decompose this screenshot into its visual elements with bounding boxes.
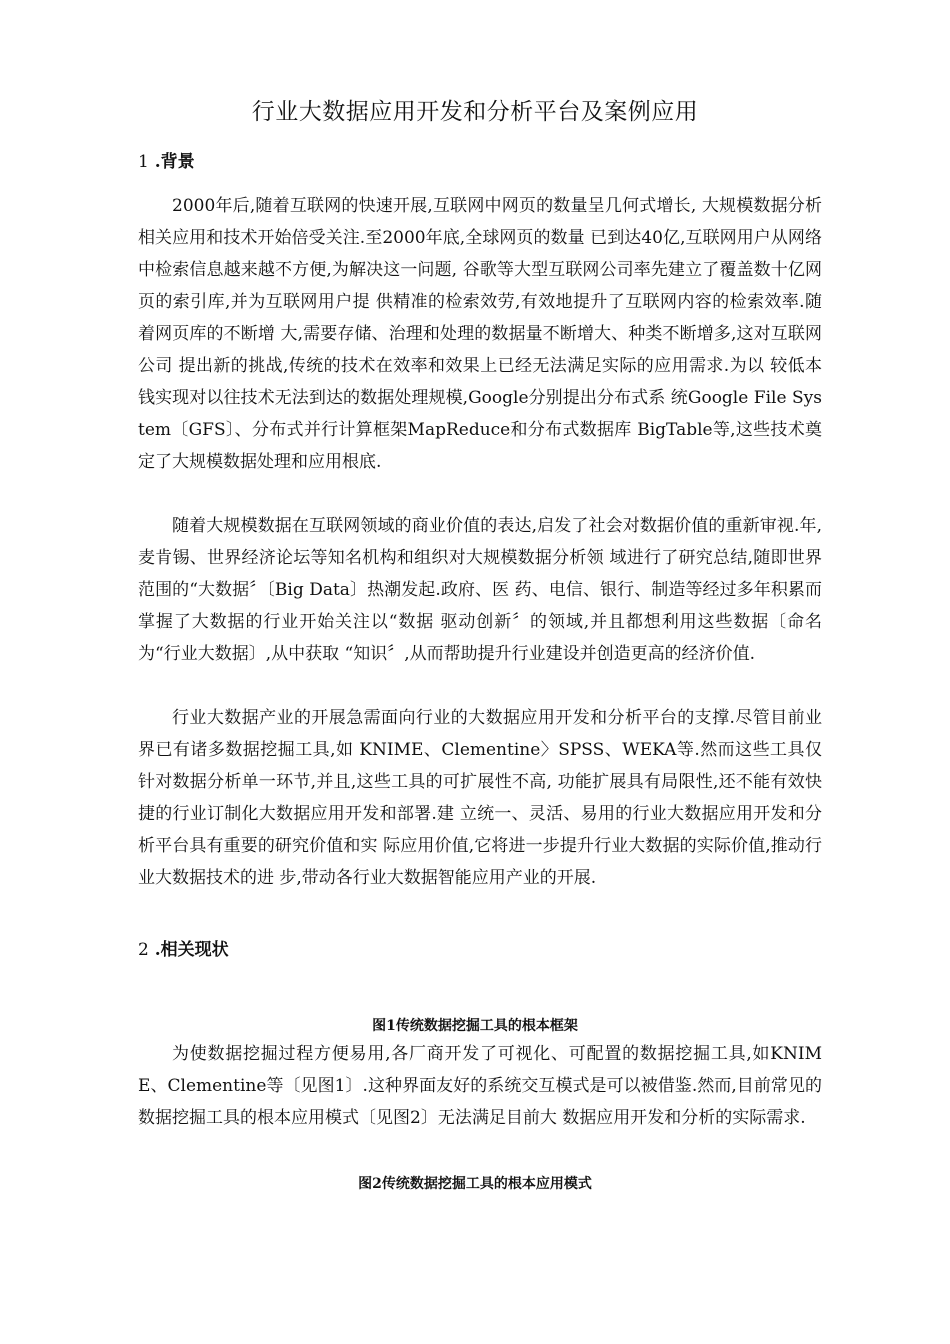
section-heading-related-status bbox=[138, 938, 229, 962]
section-heading-background bbox=[138, 150, 195, 174]
figure-caption-1: 图1传统数据挖掘工具的根本框架 bbox=[372, 1018, 578, 1034]
figure-caption-2: 图2传统数据挖掘工具的根本应用模式 bbox=[358, 1176, 592, 1192]
paragraph: 行业大数据产业的开展急需面向行业的大数据应用开发和分析平台的支撑.尽管目前业界已有诸多数据挖掘工具,如 KNIME、Clementine〉SPSS、WEKA等.然而这些工具仅针对数据分析单一环节,并且,这些工具的可扩展性不高, 功能扩展具有局限性,还不能有效快捷的行业订制化大数据应用开发和部署.建 立统一、灵活、易用的行业大数据应用开发和分析平台具有重要的研究价值和实 际应用价值,它将进一步提升行业大数据的实际价值,推动行业大数据技术的进 步,带动各行业大数据智能应用产业的开展. bbox=[138, 708, 822, 888]
paragraph: 为使数据挖掘过程方便易用,各厂商开发了可视化、可配置的数据挖掘工具,如KNIME、Clementine等〔见图1〕.这种界面友好的系统交互模式是可以被借鉴.然而,目前常见的数据挖掘工具的根本应用模式〔见图2〕无法满足目前大 数据应用开发和分析的实际需求. bbox=[138, 1044, 822, 1128]
paragraph: 2000年后,随着互联网的快速开展,互联网中网页的数量呈几何式增长, 大规模数据分析相关应用和技术开始倍受关注.至2000年底,全球网页的数量 已到达40亿,互联网用户从网络中检索信息越来越不方便,为解决这一问题, 谷歌等大型互联网公司率先建立了覆盖数十亿网页的索引库,并为互联网用户提 供精准的检索效劳,有效地提升了互联网内容的检索效率.随着网页库的不断增 大,需要存储、治理和处理的数据量不断增大、种类不断增多,这对互联网公司 提出新的挑战,传统的技术在效率和效果上已经无法满足实际的应用需求.为以 较低本钱实现对以往技术无法到达的数据处理规模,Google分别提出分布式系 统Google File System〔GFS〕、分布式并行计算框架MapReduce和分布式数据库 BigTable等,这些技术奠定了大规模数据处理和应用根底. bbox=[138, 196, 822, 472]
section-number: 1 bbox=[138, 152, 149, 172]
section-label: .背景 bbox=[154, 152, 195, 172]
paragraph: 随着大规模数据在互联网领域的商业价值的表达,启发了社会对数据价值的重新审视.年,麦肯锡、世界经济论坛等知名机构和组织对大规模数据分析领 域进行了研究总结,随即世界范围的“大数据〞〔Big Data〕热潮发起.政府、医 药、电信、银行、制造等经过多年积累而掌握了大数据的行业开始关注以“数据 驱动创新〞的领域,并且都想利用这些数据〔命名为“行业大数据〕,从中获取 “知识〞,从而帮助提升行业建设并创造更高的经济价值. bbox=[138, 516, 822, 664]
document-title: 行业大数据应用开发和分析平台及案例应用 bbox=[251, 99, 699, 125]
section-number: 2 bbox=[138, 940, 149, 960]
section-label: .相关现状 bbox=[154, 940, 229, 960]
